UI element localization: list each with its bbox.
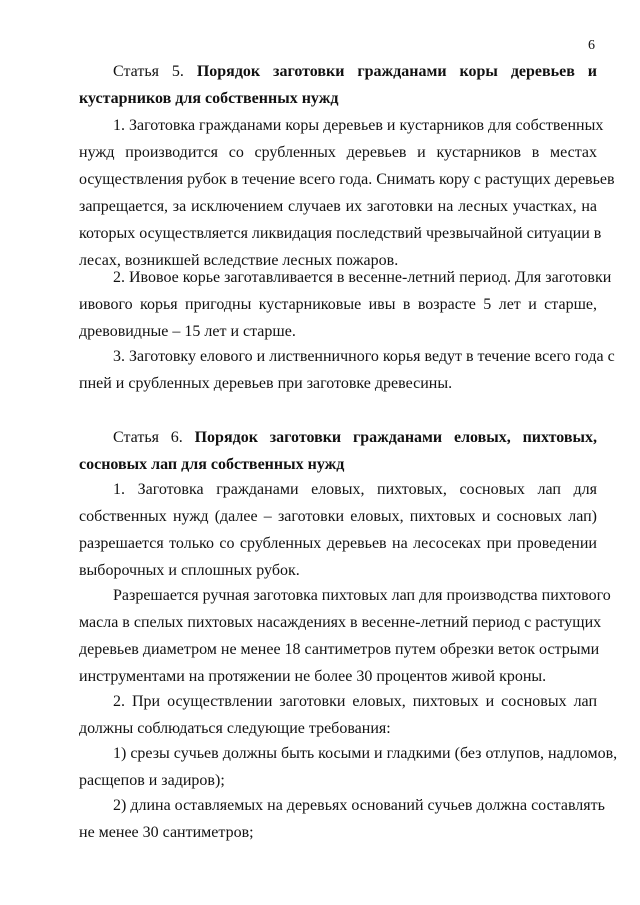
article5-p2-line: 2. Ивовое корье заготавливается в весенне-летний период. Для заготовки <box>113 269 612 286</box>
article5-p1-line: осуществления рубок в течение всего года. Снимать кору с растущих деревьев <box>79 171 615 188</box>
article5-p2-line: ивового корья пригодны кустарниковые ивы в возрасте 5 лет и старше, <box>79 296 597 313</box>
article6-p2-line: инструментами на протяжении не более 30 процентов живой кроны. <box>79 668 547 685</box>
article6-p3-line: 2. При осуществлении заготовки еловых, пихтовых и сосновых лап <box>113 693 597 710</box>
article6-p4-line: расщепов и задиров); <box>79 772 225 789</box>
article5-p3-line: 3. Заготовку елового и лиственничного корья ведут в течение всего года с <box>113 348 615 365</box>
article5-heading-line2: кустарников для собственных нужд <box>79 90 339 107</box>
article5-p3-line: пней и срубленных деревьев при заготовке древесины. <box>79 375 453 392</box>
article6-p1-line: разрешается только со срубленных деревьев на лесосеках при проведении <box>79 535 597 552</box>
article6-heading-line1 <box>113 424 597 451</box>
article5-heading-prefix: Статья 5. <box>113 63 184 80</box>
article6-p2-line: масла в спелых пихтовых насаждениях в весенне-летний период с растущих <box>79 614 602 631</box>
article5-heading-title: Порядок заготовки гражданами коры деревьев и <box>196 63 598 80</box>
article6-p1-line: 1. Заготовка гражданами еловых, пихтовых, сосновых лап для <box>113 481 597 498</box>
article6-p3-line: должны соблюдаться следующие требования: <box>79 720 391 737</box>
article6-heading-line2: сосновых лап для собственных нужд <box>79 456 345 473</box>
article5-p1-line: запрещается, за исключением случаев их заготовки на лесных участках, на <box>79 198 597 215</box>
article5-p1-line: лесах, возникшей вследствие лесных пожаров. <box>79 252 399 269</box>
article5-heading-line1 <box>113 58 597 85</box>
article6-p1-line: выборочных и сплошных рубок. <box>79 562 300 579</box>
article6-p5-line: не менее 30 сантиметров; <box>79 824 254 841</box>
article6-p2-line: Разрешается ручная заготовка пихтовых лап для производства пихтового <box>113 587 611 604</box>
article5-p2-line: древовидные – 15 лет и старше. <box>79 323 296 340</box>
article6-p5-line: 2) длина оставляемых на деревьях оснований сучьев должна составлять <box>113 797 605 814</box>
article5-p1-line: нужд производится со срубленных деревьев и кустарников в местах <box>79 144 597 161</box>
page-number: 6 <box>588 38 595 53</box>
article6-heading-prefix: Статья 6. <box>113 429 183 446</box>
article6-p4-line: 1) срезы сучьев должны быть косыми и гладкими (без отлупов, надломов, <box>113 745 618 762</box>
article5-p1-line: 1. Заготовка гражданами коры деревьев и кустарников для собственных <box>113 117 604 134</box>
article6-heading-title: Порядок заготовки гражданами еловых, пихтовых, <box>194 429 598 446</box>
article5-p1-line: которых осуществляется ликвидация последствий чрезвычайной ситуации в <box>79 225 602 242</box>
article6-p1-line: собственных нужд (далее – заготовки еловых, пихтовых и сосновых лап) <box>79 508 597 525</box>
article6-p2-line: деревьев диаметром не менее 18 сантиметров путем обрезки веток острыми <box>79 641 600 658</box>
